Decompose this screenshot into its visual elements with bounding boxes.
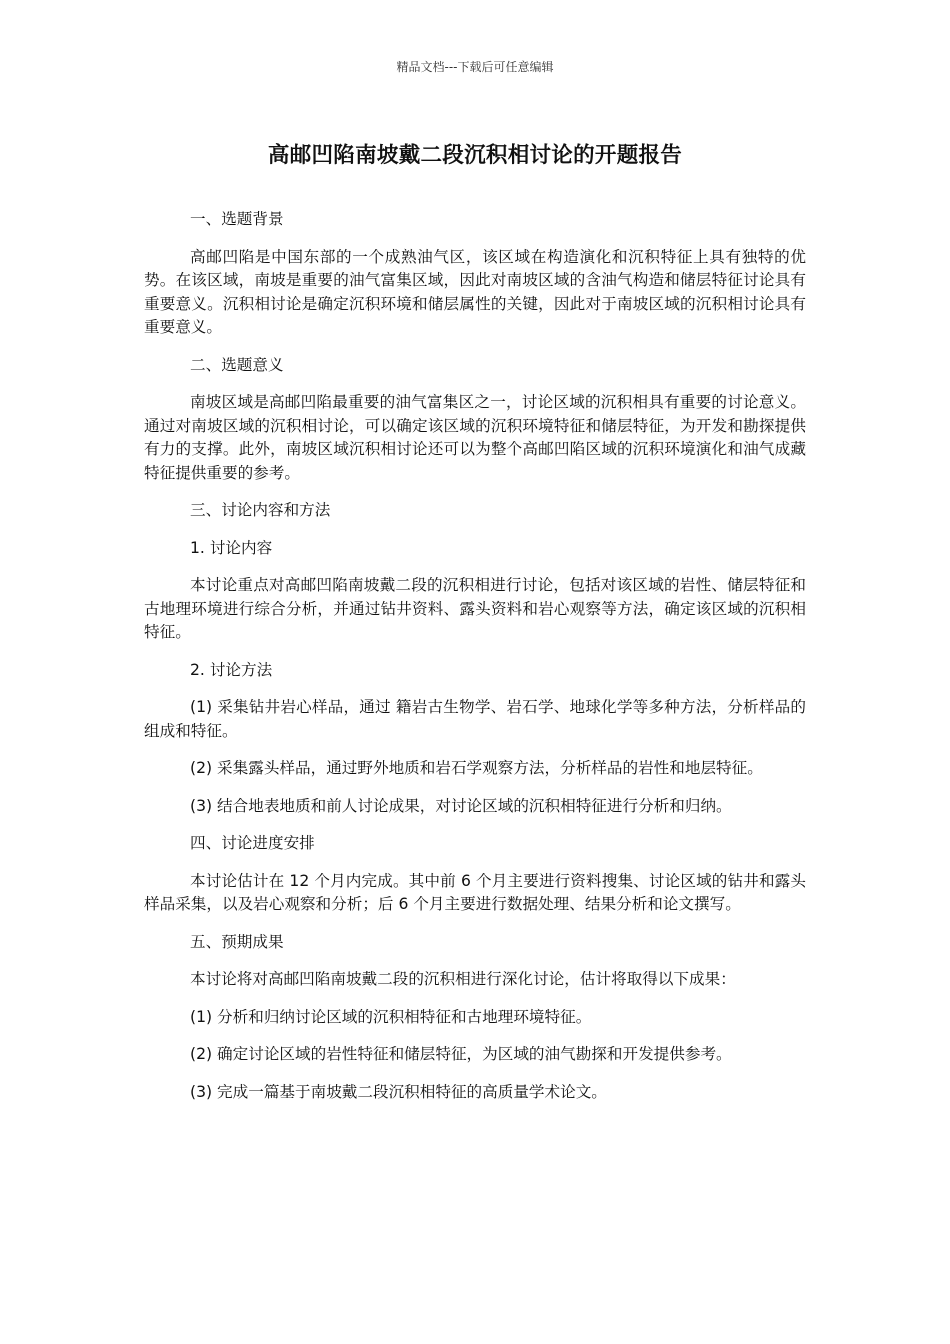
section-heading-outcomes: 五、预期成果 <box>190 932 284 951</box>
outcome-item-1: (1) 分析和归纳讨论区域的沉积相特征和古地理环境特征。 <box>190 1007 592 1026</box>
paragraph-background: 高邮凹陷是中国东部的一个成熟油气区，该区域在构造演化和沉积特征上具有独特的优势。在该区域，南坡是重要的油气富集区域，因此对南坡区域的含油气构造和储层特征讨论具有重要意义。沉积相讨论是确定沉积环境和储层属性的关键，因此对于南坡区域的沉积相讨论具有重要意义。 <box>144 247 806 336</box>
section-heading-background: 一、选题背景 <box>190 210 284 228</box>
paragraph-outcomes-intro: 本讨论将对高邮凹陷南坡戴二段的沉积相进行深化讨论，估计将取得以下成果： <box>190 970 736 988</box>
paragraph-schedule: 本讨论估计在 12 个月内完成。其中前 6 个月主要进行资料搜集、讨论区域的钻井和露头样品采集，以及岩心观察和分析；后 6 个月主要进行数据处理、结果分析和论文撰写。 <box>144 871 806 913</box>
outcome-item-2: (2) 确定讨论区域的岩性特征和储层特征，为区域的油气勘探和开发提供参考。 <box>190 1045 732 1063</box>
section-heading-schedule: 四、讨论进度安排 <box>190 834 315 852</box>
document-title: 高邮凹陷南坡戴二段沉积相讨论的开题报告 <box>267 143 683 168</box>
section-heading-significance: 二、选题意义 <box>190 355 284 374</box>
document-body <box>144 208 806 1118</box>
section-heading-content-methods: 三、讨论内容和方法 <box>190 501 331 519</box>
paragraph-significance: 南坡区域是高邮凹陷最重要的油气富集区之一，讨论区域的沉积相具有重要的讨论意义。通过对南坡区域的沉积相讨论，可以确定该区域的沉积环境特征和储层特征，为开发和勘探提供有力的支撑。此外，南坡区域沉积相讨论还可以为整个高邮凹陷区域的沉积环境演化和油气成藏特征提供重要的参考。 <box>144 393 806 482</box>
outcome-item-3: (3) 完成一篇基于南坡戴二段沉积相特征的高质量学术论文。 <box>190 1082 607 1101</box>
method-item-2: (2) 采集露头样品，通过野外地质和岩石学观察方法，分析样品的岩性和地层特征。 <box>190 759 763 777</box>
subheading-content: 1. 讨论内容 <box>190 538 273 557</box>
method-item-3: (3) 结合地表地质和前人讨论成果，对讨论区域的沉积相特征进行分析和归纳。 <box>190 796 732 815</box>
method-item-1: (1) 采集钻井岩心样品，通过 籍岩古生物学、岩石学、地球化学等多种方法，分析样品的组成和特征。 <box>144 698 806 740</box>
page-header: 精品文档---下载后可任意编辑 <box>396 60 554 74</box>
paragraph-content: 本讨论重点对高邮凹陷南坡戴二段的沉积相进行讨论，包括对该区域的岩性、储层特征和古地理环境进行综合分析，并通过钻井资料、露头资料和岩心观察等方法，确定该区域的沉积相特征。 <box>144 576 806 641</box>
subheading-methods: 2. 讨论方法 <box>190 660 273 679</box>
